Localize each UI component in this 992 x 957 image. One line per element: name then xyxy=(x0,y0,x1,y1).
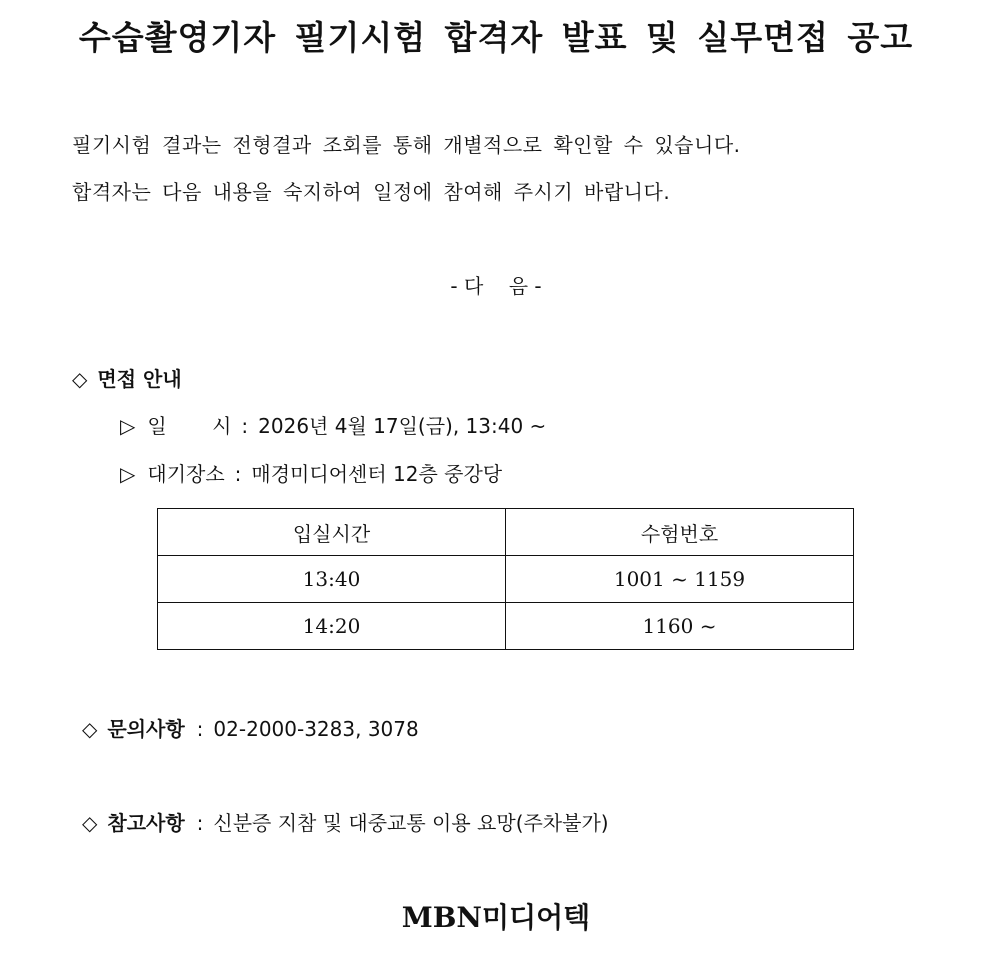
schedule-table xyxy=(157,508,854,650)
datetime-value: 2026년 4월 17일(금), 13:40 ~ xyxy=(258,414,547,438)
colon-separator: : xyxy=(241,414,249,438)
table-header-row xyxy=(158,509,854,556)
datetime-label xyxy=(147,410,231,439)
colon-separator: : xyxy=(196,717,204,741)
cell-exam-number: 1001 ~ 1159 xyxy=(506,556,854,603)
page-title: 수습촬영기자 필기시험 합격자 발표 및 실무면접 공고 xyxy=(78,18,914,57)
intro-line-1: 필기시험 결과는 전형결과 조회를 통해 개별적으로 확인할 수 있습니다. xyxy=(72,133,741,157)
table-row xyxy=(158,603,854,650)
colon-separator: : xyxy=(196,811,204,835)
inquiry-phone: 02-2000-3283, 3078 xyxy=(213,717,419,741)
table-row xyxy=(158,556,854,603)
intro-line-2: 합격자는 다음 내용을 숙지하여 일정에 참여해 주시기 바랍니다. xyxy=(72,180,671,204)
cell-entry-time: 13:40 xyxy=(158,556,506,603)
inquiry-section xyxy=(82,713,419,742)
interview-datetime xyxy=(120,410,546,439)
colon-separator: : xyxy=(234,462,242,486)
triangle-right-icon: ▷ xyxy=(120,462,136,486)
place-value: 매경미디어센터 12층 중강당 xyxy=(251,462,503,486)
notes-heading: 참고사항 xyxy=(107,811,185,835)
diamond-icon: ◇ xyxy=(72,367,88,391)
inquiry-heading: 문의사항 xyxy=(107,717,185,741)
cell-entry-time: 14:20 xyxy=(158,603,506,650)
notes-text: 신분증 지참 및 대중교통 이용 요망(주차불가) xyxy=(213,811,609,835)
interview-waiting-place xyxy=(120,458,502,487)
header-exam-number: 수험번호 xyxy=(506,509,854,556)
diamond-icon: ◇ xyxy=(82,717,98,741)
notes-section xyxy=(82,807,609,836)
datetime-label-char-1: 일 xyxy=(147,414,167,438)
header-entry-time: 입실시간 xyxy=(158,509,506,556)
cell-exam-number: 1160 ~ xyxy=(506,603,854,650)
triangle-right-icon: ▷ xyxy=(120,414,136,438)
place-label: 대기장소 xyxy=(147,462,225,486)
interview-heading-text: 면접 안내 xyxy=(97,367,182,391)
interview-section-heading xyxy=(72,363,182,392)
diamond-icon: ◇ xyxy=(82,811,98,835)
company-name: MBN미디어텍 xyxy=(401,901,591,934)
datetime-label-char-2: 시 xyxy=(212,414,232,438)
details-marker: - 다 음 - xyxy=(450,274,542,298)
